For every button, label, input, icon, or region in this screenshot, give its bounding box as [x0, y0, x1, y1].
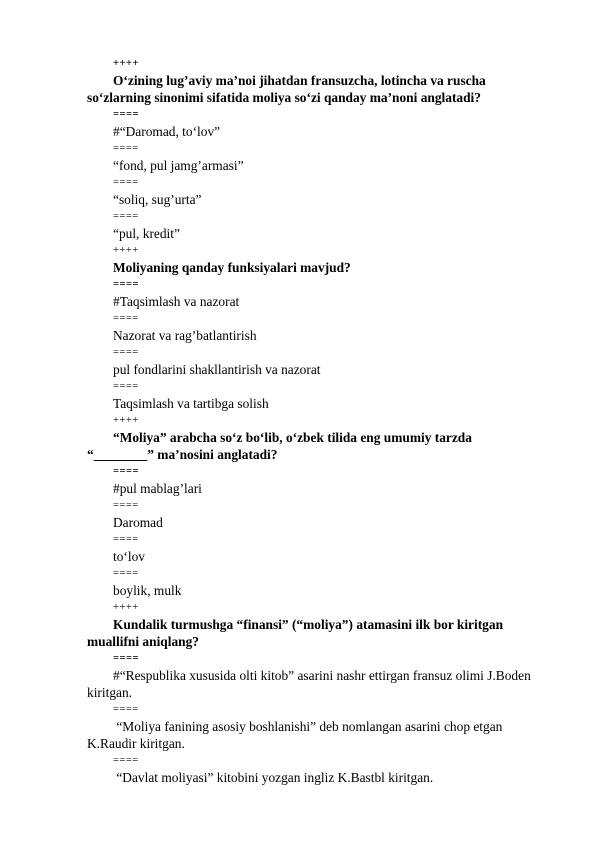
document-content [87, 55, 557, 786]
question-text: Kundalik turmushga “finansi” (“moliya”) atamasini ilk bor kiritgan muallifni aniqlang? [87, 617, 504, 649]
question-start-marker: ++++ [113, 245, 139, 256]
answer-separator: ==== [113, 109, 139, 120]
question-block [87, 55, 557, 242]
question-text: “Moliya” arabcha so‘z bo‘lib, o‘zbek tilida eng umumiy tarzda “________” ma’nosini anglatadi? [87, 430, 472, 462]
answer-option: #Taqsimlash va nazorat [113, 294, 240, 309]
answer-separator: ==== [113, 347, 139, 358]
answer-option: #“Daromad, to‘lov” [113, 124, 221, 139]
answer-separator: ==== [113, 466, 139, 477]
answer-separator: ==== [113, 755, 139, 766]
answer-separator: ==== [113, 313, 139, 324]
answer-option-continuation: kiritgan. [87, 685, 132, 700]
answer-separator: ==== [113, 500, 139, 511]
answer-option: “Moliya fanining asosiy boshlanishi” deb nomlangan asarini chop etgan [113, 719, 503, 734]
question-text: Moliyaning qanday funksiyalari mavjud? [113, 260, 351, 275]
answer-option: #pul mablag’lari [113, 481, 202, 496]
question-block [87, 412, 557, 599]
answer-separator: ==== [113, 279, 139, 290]
answer-separator: ==== [113, 211, 139, 222]
answer-option: Taqsimlash va tartibga solish [113, 396, 269, 411]
answer-option: Daromad [113, 515, 163, 530]
answer-option: “soliq, sug’urta” [113, 192, 202, 207]
question-text: O‘zining lug’aviy ma’noi jihatdan fransuzcha, lotincha va ruscha so‘zlarning sinonimi sifatida moliya so‘zi qanday ma’noni anglatadi? [87, 73, 486, 105]
question-start-marker: ++++ [113, 602, 139, 613]
question-start-marker: ++++ [113, 58, 139, 69]
answer-separator: ==== [113, 143, 139, 154]
answer-separator: ==== [113, 177, 139, 188]
answer-option: “pul, kredit” [113, 226, 180, 241]
answer-separator: ==== [113, 653, 139, 664]
answer-separator: ==== [113, 704, 139, 715]
answer-option-continuation: K.Raudir kiritgan. [87, 736, 185, 751]
answer-option: Nazorat va rag’batlantirish [113, 328, 257, 343]
answer-option: to‘lov [113, 549, 145, 564]
question-start-marker: ++++ [113, 415, 139, 426]
answer-option: “Davlat moliyasi” kitobini yozgan ingliz K.Bastbl kiritgan. [113, 770, 434, 785]
question-block [87, 242, 557, 412]
answer-option: pul fondlarini shakllantirish va nazorat [113, 362, 321, 377]
answer-option: boylik, mulk [113, 583, 182, 598]
answer-separator: ==== [113, 534, 139, 545]
question-block [87, 599, 557, 786]
answer-separator: ==== [113, 568, 139, 579]
answer-option: #“Respublika xususida olti kitob” asarini nashr ettirgan fransuz olimi J.Boden [113, 668, 531, 683]
answer-option: “fond, pul jamg’armasi” [113, 158, 244, 173]
answer-separator: ==== [113, 381, 139, 392]
